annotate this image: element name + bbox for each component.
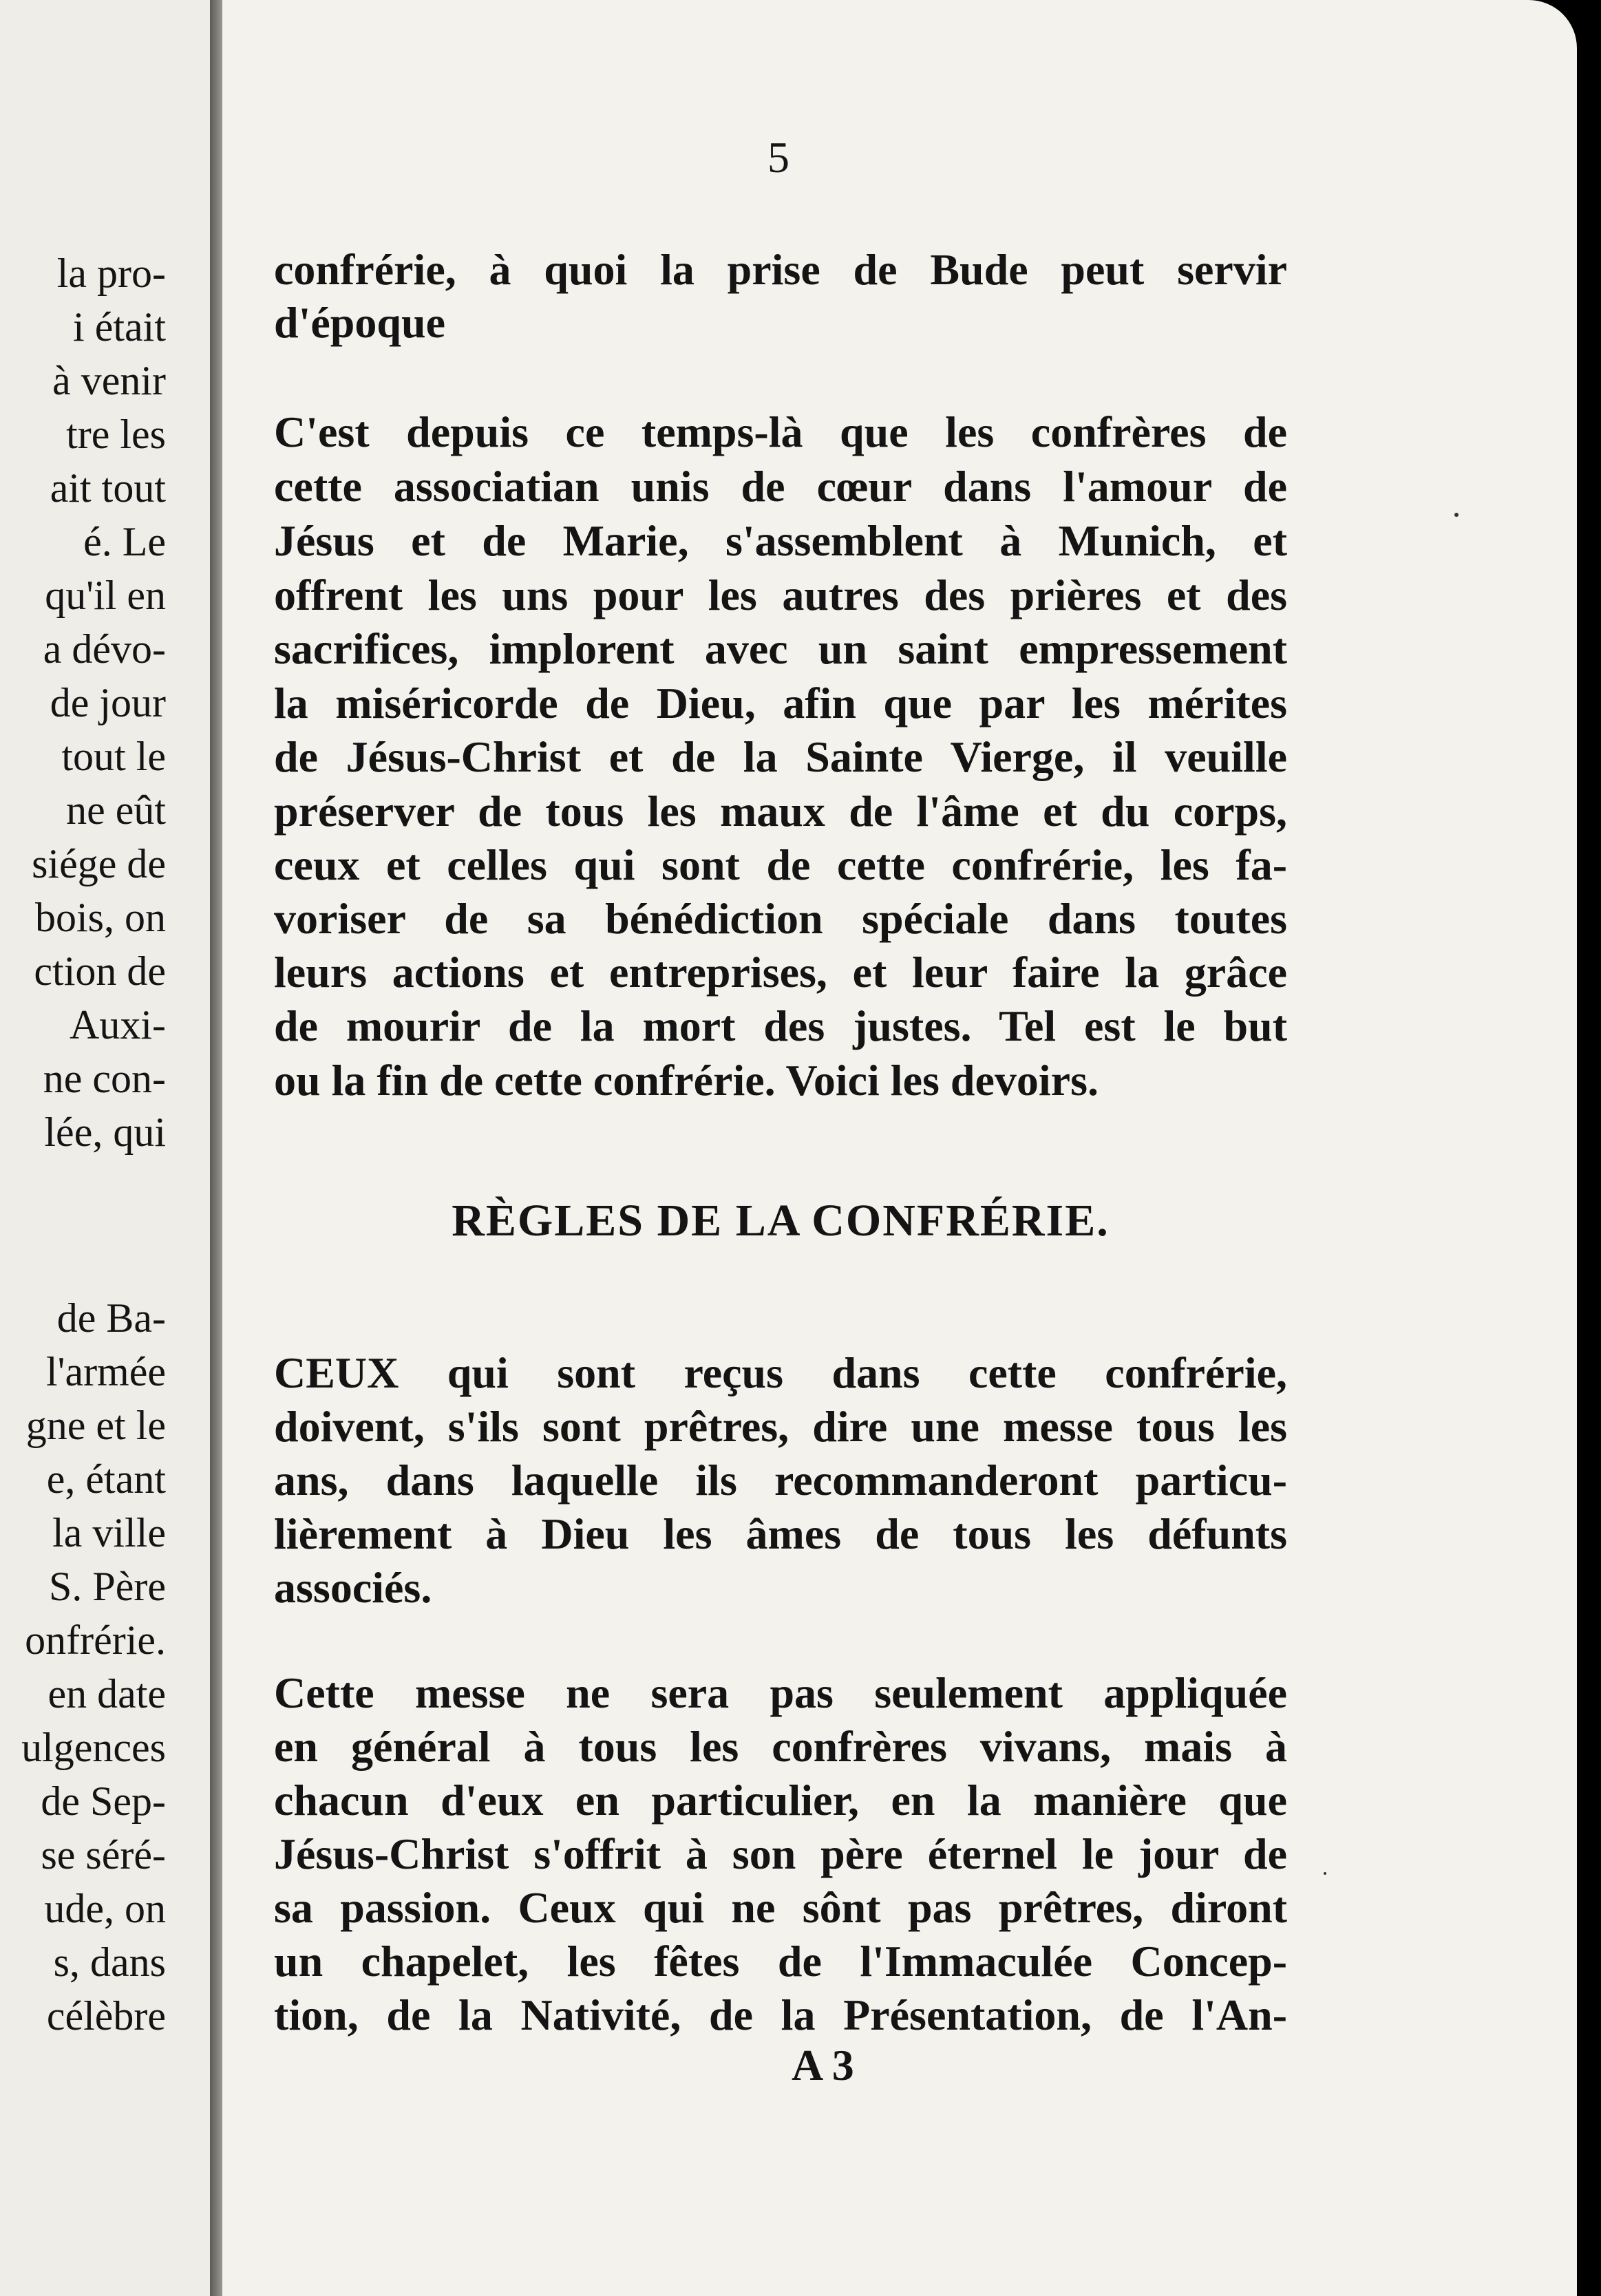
text-line: d'époque — [274, 298, 445, 347]
left-page-line: de jour — [50, 680, 166, 725]
left-page-line: lée, qui — [44, 1109, 166, 1155]
left-page-line: célèbre — [46, 1993, 166, 2039]
left-page-line: tout le — [61, 734, 166, 779]
left-page-line: se séré- — [41, 1832, 166, 1878]
left-page-line: Auxi- — [70, 1002, 166, 1048]
text-line: préserver de tous les maux de l'âme et du corps, — [274, 787, 1287, 836]
text-line: chacun d'eux en particulier, en la manière que — [274, 1776, 1287, 1825]
page-number: 5 — [767, 133, 789, 182]
text-line: ou la fin de cette confrérie. Voici les devoirs. — [274, 1056, 1099, 1105]
scan-margin — [1577, 0, 1601, 2296]
text-line: associés. — [274, 1563, 432, 1612]
text-line: sacrifices, implorent avec un saint empressement — [274, 624, 1287, 673]
text-line: doivent, s'ils sont prêtres, dire une messe tous les — [274, 1402, 1287, 1451]
text-line: voriser de sa bénédiction spéciale dans toutes — [274, 894, 1287, 943]
left-page-line: S. Père — [49, 1564, 166, 1609]
text-line: ceux et celles qui sont de cette confrérie, les fa- — [274, 840, 1287, 889]
left-page-line: ulgences — [21, 1725, 166, 1770]
left-page-line: gne et le — [25, 1403, 166, 1448]
signature-mark: A 3 — [792, 2041, 854, 2090]
left-page-fragment — [0, 0, 210, 2296]
left-page-line: ait tout — [50, 465, 166, 511]
left-page-line: ude, on — [44, 1886, 166, 1931]
text-line: CEUX qui sont reçus dans cette confrérie, — [274, 1348, 1287, 1397]
text-line: tion, de la Nativité, de la Présentation, de l'An- — [274, 1990, 1287, 2039]
text-line: Cette messe ne sera pas seulement appliquée — [274, 1668, 1287, 1717]
left-page-line: a dévo- — [43, 626, 166, 672]
left-page-line: à venir — [52, 358, 166, 403]
left-page-line: bois, on — [34, 895, 166, 940]
left-page-line: la pro- — [56, 251, 166, 296]
paper-speck — [1454, 513, 1459, 517]
text-line: Jésus et de Marie, s'assemblent à Munich, et — [274, 516, 1287, 565]
left-page-line: de Sep- — [41, 1778, 166, 1824]
text-line: lièrement à Dieu les âmes de tous les défunts — [274, 1509, 1287, 1558]
text-line: de Jésus-Christ et de la Sainte Vierge, il veuille — [274, 732, 1287, 781]
text-line: de mourir de la mort des justes. Tel est le but — [274, 1001, 1287, 1050]
text-line: confrérie, à quoi la prise de Bude peut servir — [274, 245, 1287, 294]
text-line: en général à tous les confrères vivans, mais à — [274, 1722, 1287, 1771]
left-page-line: i était — [73, 304, 166, 350]
left-page-line: onfrérie. — [25, 1617, 166, 1663]
left-page-line: la ville — [52, 1510, 166, 1555]
text-line: ans, dans laquelle ils recommanderont particu- — [274, 1456, 1287, 1505]
text-line: cette associatian unis de cœur dans l'amour de — [274, 462, 1287, 511]
text-line: sa passion. Ceux qui ne sônt pas prêtres, diront — [274, 1883, 1287, 1932]
left-page-line: l'armée — [45, 1349, 166, 1394]
left-page-line: en date — [47, 1671, 166, 1716]
left-page-line: é. Le — [83, 519, 166, 564]
left-page-line: de Ba- — [56, 1295, 166, 1341]
text-line: Jésus-Christ s'offrit à son père éternel le jour de — [274, 1829, 1287, 1878]
section-heading: RÈGLES DE LA CONFRÉRIE. — [452, 1195, 1110, 1246]
left-page-line: ction de — [34, 948, 166, 994]
left-page-line: qu'il en — [45, 573, 166, 618]
text-line: un chapelet, les fêtes de l'Immaculée Concep- — [274, 1937, 1287, 1986]
left-page-line: e, étant — [46, 1456, 166, 1502]
page-gutter — [210, 0, 222, 2296]
paper-speck — [1324, 1872, 1326, 1875]
left-page-line: tre les — [66, 412, 166, 457]
left-page-line: ne con- — [43, 1056, 166, 1101]
left-page-line: ne eût — [66, 787, 166, 833]
text-line: C'est depuis ce temps-là que les confrères de — [274, 407, 1287, 456]
left-page-line: siége de — [32, 841, 166, 886]
text-line: la miséricorde de Dieu, afin que par les mérites — [274, 679, 1287, 727]
text-line: offrent les uns pour les autres des prières et des — [274, 571, 1287, 619]
text-line: leurs actions et entreprises, et leur faire la grâce — [274, 948, 1287, 997]
left-page-line: s, dans — [53, 1939, 166, 1985]
